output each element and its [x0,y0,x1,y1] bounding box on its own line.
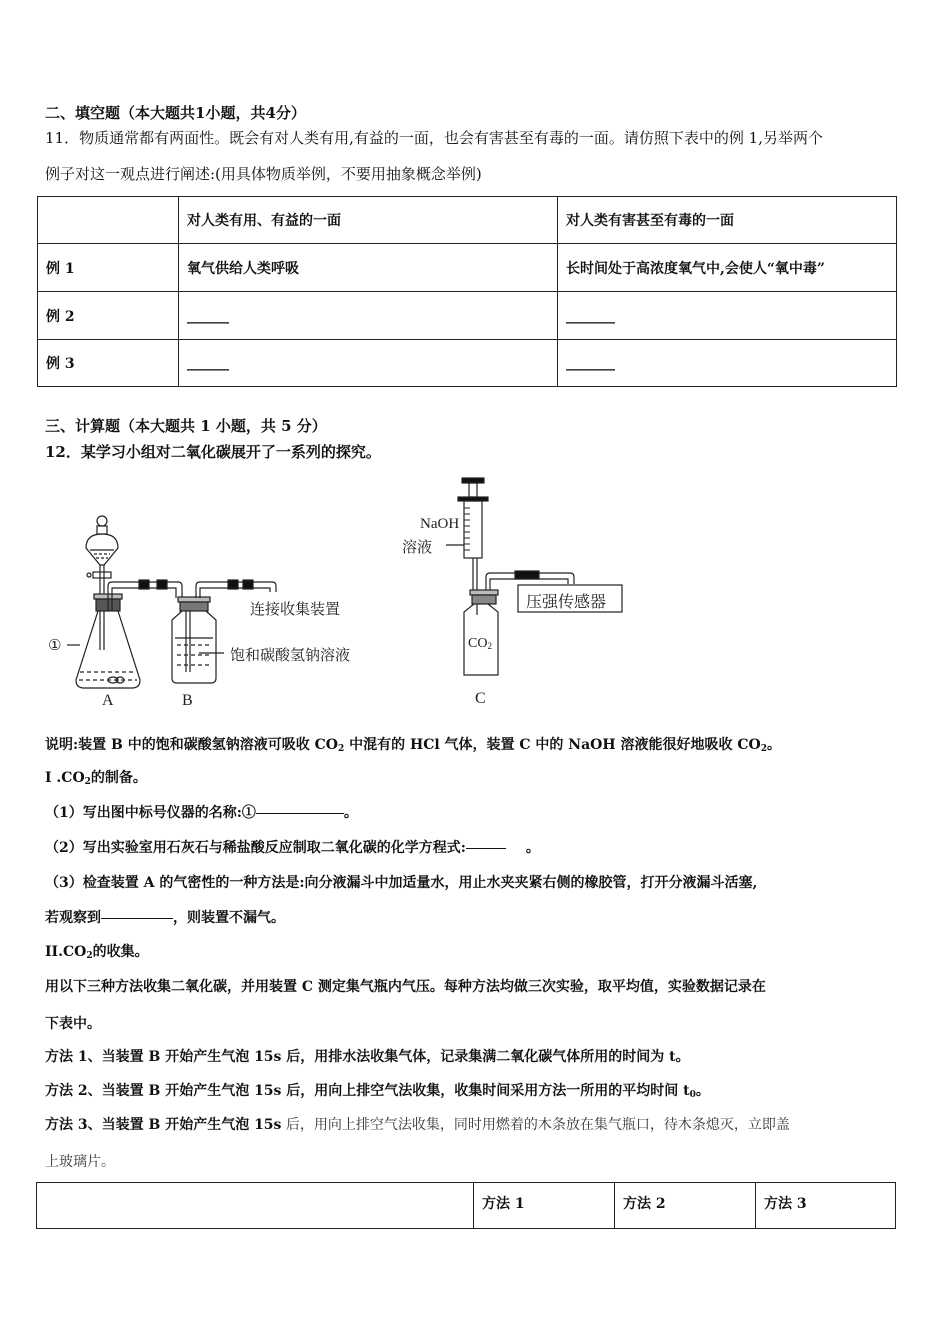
question-1 [45,802,358,822]
subscript: 2 [337,744,345,754]
method-3-line-2: 上玻璃片。 [45,1154,115,1170]
question-text: （1）写出图中标号仪器的名称:① [45,805,256,821]
useful-cell: 氧气供给人类呼吸 [179,244,558,292]
subscript: 2 [84,777,91,787]
row-label: 例 1 [38,244,179,292]
pressure-sensor-label: 压强传感器 [526,592,607,611]
method-2 [45,1080,710,1100]
table-header-cell: 方法 3 [756,1183,896,1229]
question-2 [45,837,540,857]
answer-blank-1[interactable] [256,812,344,814]
note-text: 说明:装置 B 中的饱和碳酸氢钠溶液可吸收 CO [45,737,338,753]
connect-collector-label: 连接收集装置 [250,600,341,618]
question-12-intro: 12．某学习小组对二氧化碳展开了一系列的探究。 [45,443,381,461]
question-text: 。 [525,840,540,856]
question-text: 。 [343,805,358,821]
part-1-title [45,767,147,787]
method-text: 方法 3、当装置 B 开始产生气泡 15s [45,1117,282,1133]
harmful-answer-blank[interactable]: _______ [558,340,897,387]
apparatus-letter-b: B [182,692,193,709]
diagram-note [45,734,781,754]
table-header-cell: 对人类有害甚至有毒的一面 [558,197,897,244]
question-text: （2）写出实验室用石灰石与稀盐酸反应制取二氧化碳的化学方程式: [45,840,466,856]
question-text: 若观察到 [45,910,101,926]
table-header-cell: 对人类有用、有益的一面 [179,197,558,244]
harmful-cell: 长时间处于高浓度氧气中,会使人“氧中毒” [558,244,897,292]
subscript: 0 [689,1090,696,1100]
co2-subscript: 2 [487,641,492,651]
nahco3-solution-label: 饱和碳酸氢钠溶液 [230,646,351,664]
question-11-line-2: 例子对这一观点进行阐述:(用具体物质举例，不要用抽象概念举例) [45,165,482,183]
title-text: I .CO [45,770,85,786]
title-text: 的收集。 [92,944,149,960]
co2-bottle-label [468,636,492,652]
row-label: 例 2 [38,292,179,340]
useful-answer-blank[interactable]: ______ [179,340,558,387]
title-text: 的制备。 [90,770,147,786]
question-text: ，则装置不漏气。 [173,910,285,926]
subscript: 2 [760,744,767,754]
question-11-line-1: 11．物质通常都有两面性。既会有对人类有用,有益的一面，也会有害甚至有毒的一面。请仿照下表中的例 1,另举两个 [45,129,823,147]
harmful-answer-blank[interactable]: _______ [558,292,897,340]
table-header-cell: 方法 2 [615,1183,756,1229]
table-header-row [37,1183,896,1229]
method-3 [45,1114,790,1134]
methods-table [36,1182,896,1229]
method-1: 方法 1、当装置 B 开始产生气泡 15s 后，用排水法收集气体，记录集满二氧化碳气体所用的时间为 t。 [45,1049,690,1065]
table-header-cell: 方法 1 [474,1183,615,1229]
method-text: 方法 2、当装置 B 开始产生气泡 15s 后，用向上排空气法收集，收集时间采用方法一所用的平均时间 t [45,1083,690,1099]
subscript: 2 [86,951,93,961]
row-label: 例 3 [38,340,179,387]
note-text: 中混有的 HCl 气体，装置 C 中的 NaOH 溶液能很好地吸收 CO [344,737,761,753]
apparatus-letter-c: C [475,690,486,707]
co2-text: CO [468,636,488,651]
section-heading-fill-in: 二、填空题（本大题共1小题，共4分） [45,104,306,122]
part-2-title [45,941,149,961]
title-text: II.CO [45,944,87,960]
note-text: 。 [766,737,781,753]
answer-blank-3[interactable] [101,917,173,919]
part-2-description-line-2: 下表中。 [45,1016,101,1032]
flask-label-number: ① [48,636,62,654]
part-2-description-line-1: 用以下三种方法收集二氧化碳，并用装置 C 测定集气瓶内气压。每种方法均做三次实验，取平均值，实验数据记录在 [45,979,766,995]
question-3-line-2 [45,907,285,927]
solution-label: 溶液 [402,538,433,556]
naoh-label: NaOH [420,516,460,532]
method-text: 。 [695,1083,710,1099]
section-heading-calculation: 三、计算题（本大题共 1 小题，共 5 分） [45,417,327,435]
table-header-cell [37,1183,474,1229]
method-text: 后，用向上排空气法收集，同时用燃着的木条放在集气瓶口，待木条熄灭，立即盖 [281,1117,790,1133]
useful-answer-blank[interactable]: ______ [179,292,558,340]
answer-blank-2[interactable] [466,847,506,849]
question-3-line-1: （3）检查装置 A 的气密性的一种方法是:向分液漏斗中加适量水，用止水夹夹紧右侧的橡胶管，打开分液漏斗活塞, [45,875,758,891]
apparatus-letter-a: A [102,692,114,709]
